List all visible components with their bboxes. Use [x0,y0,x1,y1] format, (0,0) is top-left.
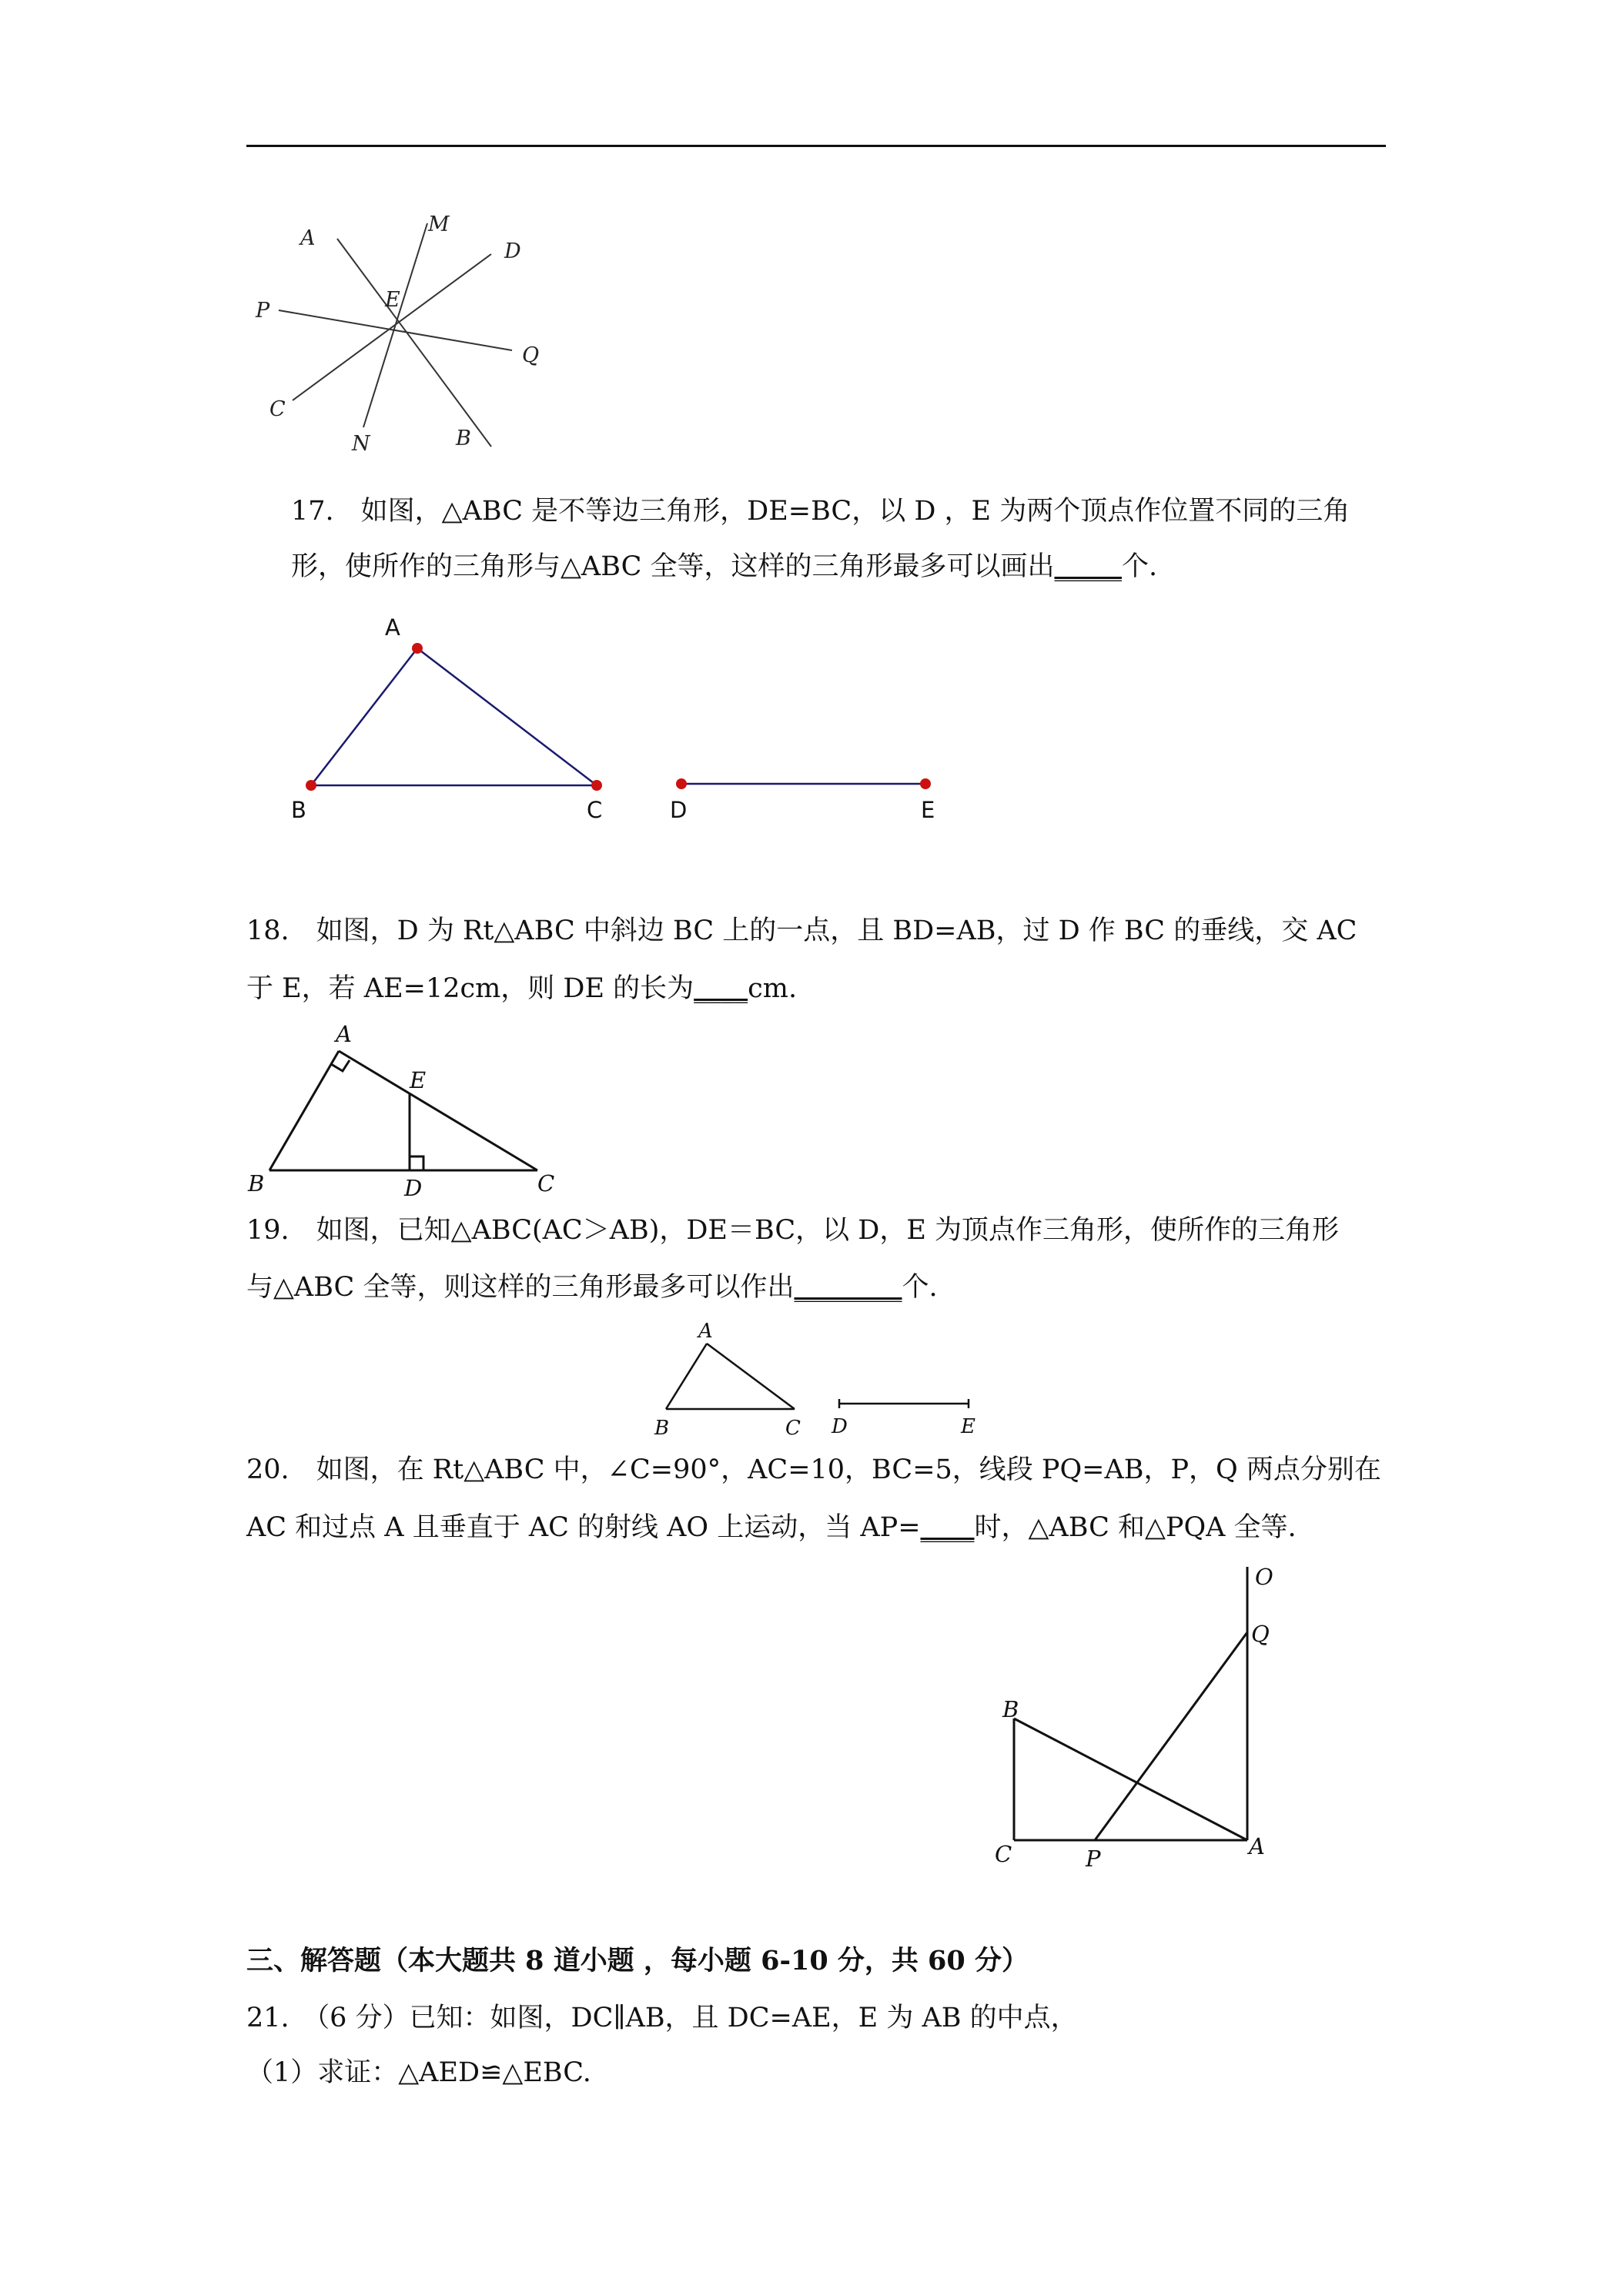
q17-label-c: C [587,797,603,823]
q18-right-triangle-figure [246,1020,570,1197]
q19-triangle-figure [647,1320,986,1440]
q20-label-o: O [1255,1564,1273,1590]
q19-answer-blank: ________ [794,1272,902,1303]
q19-line2 [246,1269,1386,1306]
q20-line1: 20. 如图，在 Rt△ABC 中，∠C=90°，AC=10，BC=5，线段 PQ=AB，P，Q 两点分别在 [246,1454,1381,1485]
side-ab [269,1051,339,1170]
q20-text-before: AC 和过点 A 且垂直于 AC 的射线 AO 上运动，当 AP= [246,1512,921,1543]
q19-text-after: 个. [902,1272,938,1303]
q17-triangle-figure [285,608,962,832]
q18-label-d: D [404,1175,423,1197]
q19-label-e: E [961,1415,975,1438]
side-ac [707,1344,795,1409]
q21-line2: （1）求证：△AED≌△EBC. [246,2057,591,2088]
q19-label-a: A [698,1320,713,1343]
q18-text-after: cm. [748,973,798,1004]
q20-answer-blank: ____ [920,1512,975,1543]
q20-label-p: P [1086,1846,1101,1872]
q18-label-a: A [336,1021,352,1047]
point-b [306,780,316,791]
q20-label-c: C [995,1841,1012,1867]
label-a: A [300,226,316,250]
point-c [591,780,602,791]
label-m: M [428,213,450,236]
point-e [920,778,931,789]
q18-line1: 18. 如图，D 为 Rt△ABC 中斜边 BC 上的一点，且 BD=AB，过 D 作 BC 的垂线，交 AC [246,915,1357,946]
q17-label-d: D [670,797,688,823]
q20-figure [978,1555,1301,1879]
star-lines-figure [246,208,585,462]
point-d [676,778,687,789]
point-a [412,643,423,654]
section-title: 三、解答题（本大题共 8 道小题 ，每小题 6-10 分，共 60 分） [246,1945,1029,1976]
q20-label-a: A [1249,1833,1265,1859]
q19-text-before: 与△ABC 全等，则这样的三角形最多可以作出 [246,1272,795,1303]
q20-text-after: 时，△ABC 和△PQA 全等. [974,1512,1297,1543]
q17-label-e: E [921,797,935,823]
label-d: D [504,239,521,263]
q20-line2 [246,1509,1386,1546]
q17-line1: 17. 如图，△ABC 是不等边三角形，DE=BC，以 D ，E 为两个顶点作位置不同的三角 [291,496,1350,527]
q19-label-b: B [654,1417,670,1440]
side-ac [339,1051,537,1170]
q18-line2 [246,970,1386,1007]
side-ab [666,1344,707,1409]
q21-line1: 21. （6 分）已知：如图，DC∥AB，且 DC=AE，E 为 AB 的中点， [246,2003,1078,2033]
q17-line2 [291,548,1431,585]
q18-label-c: C [537,1170,555,1197]
q19-line1: 19. 如图，已知△ABC(AC＞AB)，DE＝BC，以 D，E 为顶点作三角形，使所作的三角形 [246,1215,1339,1246]
line-dc [293,254,491,400]
label-b: B [456,427,471,450]
q17-text-before: 形，使所作的三角形与△ABC 全等，这样的三角形最多可以画出 [291,551,1055,582]
q18-text-before: 于 E，若 AE=12cm，则 DE 的长为 [246,973,694,1004]
header-rule [246,145,1386,147]
right-angle-mark-a [331,1060,350,1071]
q20-label-q: Q [1251,1621,1270,1647]
q17-label-b: B [291,797,306,823]
segment-pq [1095,1632,1247,1840]
side-ab [1014,1719,1247,1840]
side-ac [417,648,597,785]
q18-label-b: B [248,1170,265,1197]
q18-answer-blank: ____ [694,973,748,1004]
label-c: C [269,397,286,421]
q17-label-a: A [385,614,400,641]
q19-label-d: D [832,1415,848,1438]
label-p: P [256,299,270,323]
q17-answer-blank: _____ [1054,551,1122,582]
q19-label-c: C [785,1417,801,1440]
side-ab [311,648,417,785]
label-n: N [352,432,370,456]
q20-label-b: B [1002,1696,1019,1722]
label-e: E [385,288,400,312]
right-angle-mark-d [410,1156,423,1170]
label-q: Q [522,343,540,367]
q17-text-after: 个. [1121,551,1158,582]
q18-label-e: E [410,1067,427,1093]
